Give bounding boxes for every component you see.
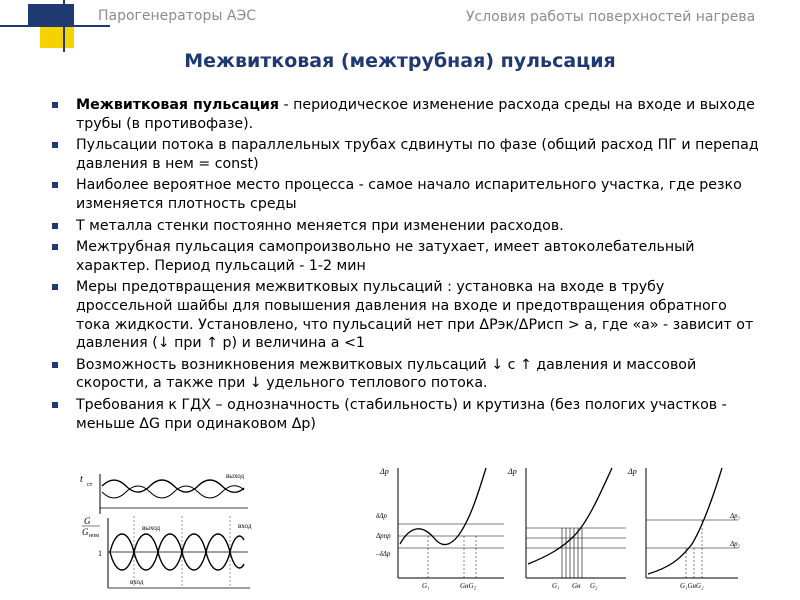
- g-ratio-denominator-sub: ном: [89, 533, 99, 539]
- g-ratio-numerator: G: [84, 516, 91, 526]
- g1gng2-label-3: G₁GнG₂: [680, 582, 704, 590]
- dp1-label: Δp₁: [730, 512, 741, 520]
- vyhod-label-top: выход: [226, 472, 245, 480]
- g1-label-1: G₁: [422, 582, 430, 590]
- g-ratio-denominator: G: [82, 527, 89, 537]
- bullet-item: Пульсации потока в параллельных трубах сдвинуты по фазе (общий расход ПГ и перепад давления в нем = const): [52, 136, 762, 173]
- dp-axis-label-3: Δp: [628, 467, 637, 476]
- gn-label-2: Gн: [572, 582, 581, 590]
- dp-pr-label: Δpпр: [376, 532, 391, 540]
- pulsation-waveform-figure: [78, 464, 278, 594]
- bullet-item: Требования к ГДХ – однозначность (стабильность) и крутизна (без пологих участков - меньше ΔG при одинаковом Δр): [52, 396, 762, 433]
- slide-title: Межвитковая (межтрубная) пульсация: [184, 50, 616, 72]
- bullet-item: Меры предотвращения межвитковых пульсаций : установка на входе в трубу дроссельной шайбы для повышения давления на входе и предотвращения обратного тока жидкости. Установлено, что пульсаций нет при ΔРэк/ΔРисп > а, где «а» - зависит от давления (↓ при ↑ р) и величина а <1: [52, 278, 762, 352]
- bullet-item: Межтрубная пульсация самопроизвольно не затухает, имеет автоколебательный характер. Период пульсаций - 1-2 мин: [52, 238, 762, 275]
- one-label: 1: [98, 549, 102, 558]
- g2-label-2: G₂: [590, 582, 598, 590]
- bullet-list: [52, 96, 762, 436]
- bullet-item: Межвитковая пульсация - периодическое изменение расхода среды на входе и выходе трубы (в противофазе).: [52, 96, 762, 133]
- dp-axis-label-1: Δp: [380, 467, 389, 476]
- t-sub-label: ст: [87, 482, 93, 488]
- minus-delta-dp-label: –δΔp: [376, 550, 391, 558]
- vhod-label-right: вход: [238, 522, 252, 530]
- bullet-item: Т металла стенки постоянно меняется при изменении расходов.: [52, 217, 762, 236]
- bullet-item: Возможность возникновения межвитковых пульсаций ↓ с ↑ давления и массовой скорости, а также при ↓ удельного теплового потока.: [52, 356, 762, 393]
- header-section-title: Условия работы поверхностей нагрева: [466, 9, 756, 25]
- t-label: t: [80, 474, 83, 485]
- gng2-label-1: GнG₂: [460, 582, 477, 590]
- dp-axis-label-2: Δp: [508, 467, 517, 476]
- vhod-label-bottom: вход: [130, 578, 144, 586]
- header-course-title: Парогенераторы АЭС: [98, 8, 256, 24]
- dp2-label: Δp₂: [730, 540, 741, 548]
- vyhod-label-mid: выход: [142, 524, 161, 532]
- logo: [0, 0, 110, 52]
- bullet-item: Наиболее вероятное место процесса - самое начало испарительного участка, где резко изменяется плотность среды: [52, 176, 762, 213]
- g1-label-2: G₁: [552, 582, 560, 590]
- delta-dp-label: δΔp: [376, 512, 387, 520]
- hydrodynamic-characteristic-figure: [376, 464, 754, 596]
